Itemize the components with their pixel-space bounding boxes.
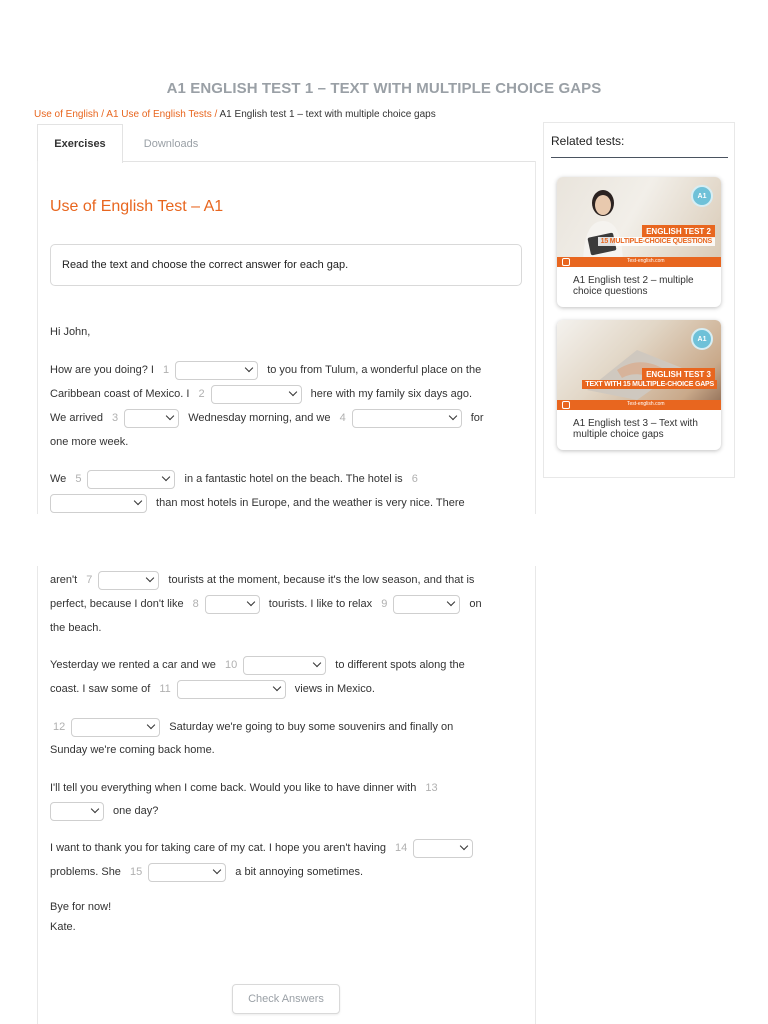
- level-badge: A1: [691, 328, 713, 350]
- site-name: Test-english.com: [627, 258, 665, 264]
- check-answers-button[interactable]: Check Answers: [232, 984, 340, 1014]
- gap-number: 3: [112, 412, 119, 424]
- gap-10-select[interactable]: [243, 656, 326, 675]
- related-test-card-3[interactable]: [557, 320, 721, 450]
- gap-4-select[interactable]: [352, 409, 462, 428]
- text-segment: in a fantastic hotel on the beach. The hotel is: [181, 473, 406, 485]
- breadcrumb-separator: /: [98, 109, 107, 120]
- chevron-down-icon: [166, 412, 174, 420]
- gap-9-select[interactable]: [393, 595, 460, 614]
- chevron-down-icon: [313, 659, 321, 667]
- gap-number: 10: [224, 659, 238, 671]
- gap-number: 14: [395, 842, 408, 854]
- text-line: Sunday we're coming back home.: [50, 744, 215, 756]
- closing-bye: Bye for now!: [50, 901, 112, 913]
- text-line: the beach.: [50, 622, 102, 634]
- breadcrumb: [34, 109, 436, 120]
- text-segment: to different spots along the: [332, 659, 465, 671]
- gap-7-select[interactable]: [98, 571, 159, 590]
- text-line: [50, 862, 363, 882]
- gap-8-select[interactable]: [205, 595, 260, 614]
- text-segment: I want to thank you for taking care of my cat. I hope you aren't having: [50, 842, 390, 854]
- gap-5-select[interactable]: [87, 470, 175, 489]
- chevron-down-icon: [247, 598, 255, 606]
- text-segment: than most hotels in Europe, and the weather is very nice. There: [153, 497, 465, 509]
- related-test-caption[interactable]: A1 English test 2 – multiple choice questions: [573, 275, 694, 297]
- chevron-down-icon: [447, 598, 455, 606]
- text-segment: We arrived: [50, 412, 107, 424]
- gap-number: 7: [86, 574, 93, 586]
- chevron-down-icon: [146, 574, 154, 582]
- gap-15-select[interactable]: [148, 863, 226, 882]
- thumbnail-banner-title: ENGLISH TEST 3: [642, 368, 715, 381]
- chevron-down-icon: [91, 805, 99, 813]
- chevron-down-icon: [134, 497, 142, 505]
- test-thumbnail: [557, 177, 721, 267]
- gap-12-select[interactable]: [71, 718, 160, 737]
- text-segment: tourists at the moment, because it's the low season, and that is: [165, 574, 475, 586]
- instructions-text: Read the text and choose the correct answer for each gap.: [62, 259, 349, 271]
- text-segment: Wednesday morning, and we: [185, 412, 334, 424]
- tab-downloads[interactable]: Downloads: [143, 138, 199, 150]
- gap-2-select[interactable]: [211, 385, 302, 404]
- closing-name: Kate.: [50, 921, 76, 933]
- text-line: [50, 384, 472, 404]
- gap-number: 1: [163, 364, 170, 376]
- gap-number: 9: [381, 598, 388, 610]
- text-line: [50, 570, 474, 590]
- text-segment: a bit annoying sometimes.: [232, 866, 364, 878]
- site-logo-icon: [562, 401, 570, 409]
- text-line: [50, 679, 375, 699]
- text-line: [50, 801, 158, 821]
- text-segment: for: [467, 412, 484, 424]
- text-segment: views in Mexico.: [291, 683, 375, 695]
- chevron-down-icon: [460, 842, 468, 850]
- laptop-typing-illustration: [577, 330, 687, 400]
- gap-number: 12: [53, 721, 66, 733]
- instructions-box: [50, 244, 522, 286]
- gap-14-select[interactable]: [413, 839, 473, 858]
- text-segment: perfect, because I don't like: [50, 598, 187, 610]
- thumbnail-banner-subtitle: TEXT WITH 15 MULTIPLE-CHOICE GAPS: [582, 380, 717, 389]
- text-segment: to you from Tulum, a wonderful place on the: [264, 364, 482, 376]
- tab-exercises[interactable]: Exercises: [37, 124, 123, 163]
- chevron-down-icon: [288, 388, 296, 396]
- gap-number: 8: [192, 598, 199, 610]
- gap-number: 11: [159, 683, 171, 695]
- text-line: [50, 408, 484, 428]
- divider: [551, 157, 728, 158]
- page-title: A1 ENGLISH TEST 1 – TEXT WITH MULTIPLE CHOICE GAPS: [166, 80, 602, 97]
- thumbnail-footer-bar: [557, 400, 721, 410]
- test-heading: Use of English Test – A1: [50, 198, 224, 215]
- site-logo-icon: [562, 258, 570, 266]
- related-test-card-2[interactable]: [557, 177, 721, 307]
- related-tests-title: Related tests:: [551, 134, 625, 148]
- greeting: Hi John,: [50, 326, 91, 338]
- related-test-caption[interactable]: A1 English test 3 – Text with multiple choice gaps: [573, 418, 698, 440]
- text-line: [50, 717, 453, 737]
- gap-13-select[interactable]: [50, 802, 104, 821]
- breadcrumb-link-a1-tests[interactable]: A1 Use of English Tests: [106, 109, 212, 120]
- chevron-down-icon: [147, 721, 155, 729]
- text-segment: Saturday we're going to buy some souvenirs and finally on: [166, 721, 454, 733]
- text-segment: tourists. I like to relax: [265, 598, 376, 610]
- text-line: [50, 493, 465, 513]
- text-line: [50, 469, 424, 489]
- text-segment: here with my family six days ago.: [307, 388, 473, 400]
- text-line: [50, 360, 481, 380]
- gap-3-select[interactable]: [124, 409, 179, 428]
- text-segment: aren't: [50, 574, 81, 586]
- text-line: [50, 838, 479, 858]
- text-line: one more week.: [50, 436, 129, 448]
- text-segment: I'll tell you everything when I come back. Would you like to have dinner with: [50, 782, 420, 794]
- chevron-down-icon: [162, 473, 170, 481]
- woman-with-tablet-illustration: [571, 183, 631, 267]
- test-thumbnail: [557, 320, 721, 410]
- chevron-down-icon: [245, 364, 253, 372]
- thumbnail-footer-bar: [557, 257, 721, 267]
- text-line: [50, 594, 482, 614]
- gap-number: 6: [411, 473, 418, 485]
- text-segment: coast. I saw some of: [50, 683, 154, 695]
- level-badge: A1: [691, 185, 713, 207]
- breadcrumb-separator: /: [211, 109, 220, 120]
- gap-1-select[interactable]: [175, 361, 258, 380]
- text-segment: problems. She: [50, 866, 124, 878]
- text-segment: Yesterday we rented a car and we: [50, 659, 219, 671]
- text-line: [50, 655, 465, 675]
- tab-bar: [37, 124, 536, 162]
- thumbnail-banner-subtitle: 15 MULTIPLE-CHOICE QUESTIONS: [598, 237, 715, 246]
- breadcrumb-link-use-of-english[interactable]: Use of English: [34, 109, 99, 120]
- gap-number: 4: [339, 412, 346, 424]
- gap-number: 15: [129, 866, 143, 878]
- thumbnail-banner-title: ENGLISH TEST 2: [642, 225, 715, 238]
- text-segment: How are you doing? I: [50, 364, 158, 376]
- text-segment: on: [466, 598, 482, 610]
- breadcrumb-current: A1 English test 1 – text with multiple choice gaps: [219, 109, 436, 120]
- text-segment: Caribbean coast of Mexico. I: [50, 388, 193, 400]
- site-name: Test-english.com: [627, 401, 665, 407]
- text-line: [50, 778, 444, 798]
- gap-6-select[interactable]: [50, 494, 147, 513]
- gap-number: 13: [425, 782, 438, 794]
- text-segment: We: [50, 473, 70, 485]
- chevron-down-icon: [213, 866, 221, 874]
- gap-number: 5: [75, 473, 82, 485]
- gap-11-select[interactable]: [177, 680, 286, 699]
- text-segment: one day?: [110, 805, 159, 817]
- chevron-down-icon: [273, 683, 281, 691]
- gap-number: 2: [198, 388, 205, 400]
- chevron-down-icon: [448, 412, 456, 420]
